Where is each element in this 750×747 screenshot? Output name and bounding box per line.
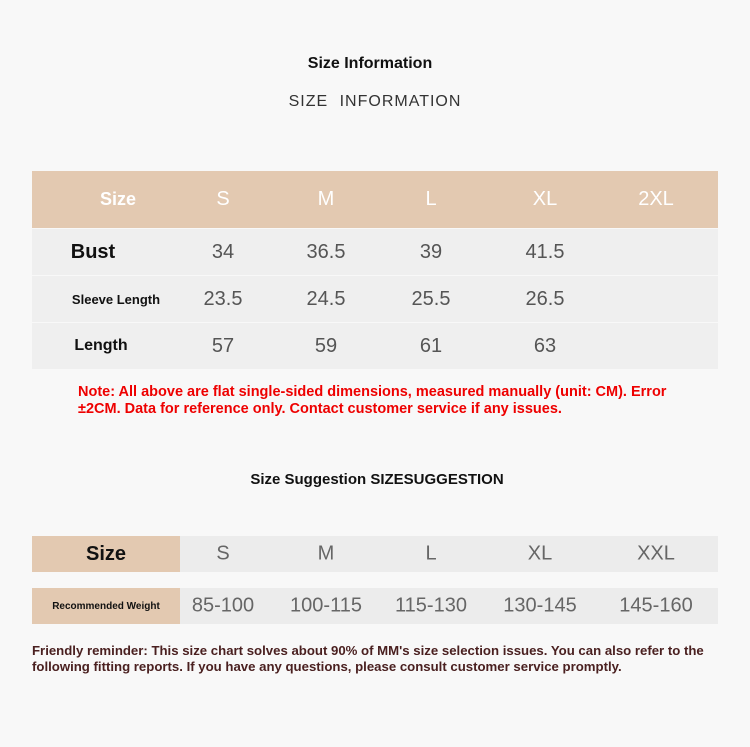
weight-cell: 145-160 xyxy=(619,594,693,617)
table-cell: 57 xyxy=(211,334,235,357)
page-title: Size Information xyxy=(307,55,433,72)
header-cell: L xyxy=(425,188,437,210)
header-cell: M xyxy=(317,188,335,210)
size-cell: XXL xyxy=(637,542,675,565)
table-cell: 39 xyxy=(419,240,443,263)
size-cell: S xyxy=(216,542,230,565)
table-cell: 25.5 xyxy=(411,287,451,310)
table-cell: 61 xyxy=(419,334,443,357)
size-row xyxy=(32,536,718,572)
weight-cell: 130-145 xyxy=(503,594,577,617)
header-cell: XL xyxy=(532,188,558,210)
size-cell: L xyxy=(425,542,437,565)
weight-row xyxy=(32,588,718,624)
row-label: Bust xyxy=(70,240,116,263)
page-subtitle: SIZE INFORMATION xyxy=(288,93,462,110)
table-row xyxy=(32,323,718,369)
size-cell: XL xyxy=(527,542,553,565)
header-cell: Size xyxy=(99,189,137,209)
size-cell: M xyxy=(317,542,335,565)
table-row xyxy=(32,276,718,322)
table-cell: 34 xyxy=(211,240,235,263)
suggestion-title: Size Suggestion SIZESUGGESTION xyxy=(250,471,504,488)
table-cell: 24.5 xyxy=(306,287,346,310)
weight-cell: 100-115 xyxy=(290,594,362,617)
row-label: Sleeve Length xyxy=(71,291,161,307)
table-row xyxy=(32,229,718,275)
weight-label: Recommended Weight xyxy=(32,588,180,624)
friendly-reminder: Friendly reminder: This size chart solves about 90% of MM's size selection issues. You can also refer to the following fitting reports. If you have any questions, please consult customer service promptly. xyxy=(32,643,704,674)
table-cell: 26.5 xyxy=(525,287,565,310)
measurement-note: Note: All above are flat single-sided dimensions, measured manually (unit: CM). Error ±2CM. Data for reference only. Contact customer service if any issues. xyxy=(78,384,667,417)
weight-cell: 85-100 xyxy=(191,594,255,617)
weight-cell: 115-130 xyxy=(395,594,467,617)
header-cell: S xyxy=(216,188,230,210)
table-cell: 41.5 xyxy=(525,240,565,263)
size-table-header xyxy=(32,171,718,228)
table-cell: 23.5 xyxy=(203,287,243,310)
table-cell: 63 xyxy=(533,334,557,357)
header-cell: 2XL xyxy=(638,188,674,210)
size-label: Size xyxy=(32,536,180,572)
row-label: Length xyxy=(74,337,128,354)
table-cell: 59 xyxy=(314,334,338,357)
table-cell: 36.5 xyxy=(306,240,346,263)
